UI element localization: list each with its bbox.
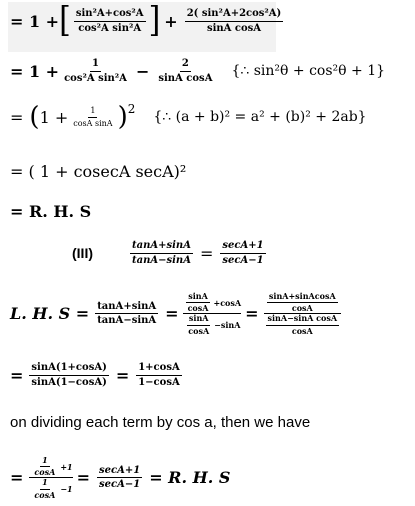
numerator: tanA+sinA [95,301,158,315]
right-bracket: ] [148,0,161,41]
denominator: cos²A sin²A [78,22,142,34]
fraction [220,240,265,266]
operator: + [164,11,178,31]
denominator: secA−1 [222,254,264,266]
compound-denominator [263,314,343,335]
numerator: secA+1 [220,240,265,254]
compound-fraction [263,292,343,336]
equation-prefix: = 1 + [10,11,60,31]
equation-prefix: = [10,107,24,127]
denominator: 1−cosA [138,376,180,388]
fraction [136,362,181,388]
fraction [62,58,129,84]
fraction [97,465,142,491]
fraction [71,106,114,127]
compound-numerator [29,456,72,478]
equation-line-2 [10,58,385,84]
operator: − [135,61,150,81]
fraction [29,362,108,388]
left-bracket: [ [59,0,71,41]
equation-line-5 [10,202,91,221]
exponent: 2 [127,102,136,116]
term: −sinA [214,320,241,331]
explanation-sentence: on dividing each term by cos a, then we have [10,414,311,431]
denominator: cosA [188,325,210,336]
equation-line-8 [10,362,185,388]
numerator: secA+1 [97,465,142,479]
numerator: sinA+sinAcosA [267,292,338,303]
compound-fraction [183,292,242,336]
fraction [186,314,211,335]
identity-note: {∴ (a + b)² = a² + (b)² + 2ab} [153,109,367,125]
numerator: tanA+sinA [130,240,193,254]
numerator: 1+cosA [136,362,181,376]
fraction [186,292,211,313]
operator: = [245,304,259,324]
equation-line-4 [10,162,186,181]
fraction [267,292,338,313]
compound-denominator [29,478,72,499]
rhs-result: = R. H. S [149,468,231,488]
operator: = [165,304,179,324]
term: −1 [60,484,73,495]
term: +cosA [213,297,242,308]
equation-text: = ( 1 + cosecA secA)² [10,162,187,181]
numerator: 2 [180,58,191,72]
denominator: cosA [291,303,313,314]
equation-prefix: = 1 + [10,61,60,81]
term-one: 1 + [39,107,69,127]
right-paren: ) [117,102,128,132]
compound-numerator [264,292,341,314]
fraction [95,301,158,327]
explanation-text [10,414,310,431]
term: +1 [60,461,73,472]
left-paren: ( [29,102,40,132]
identity-note: {∴ sin²θ + cos²θ + 1} [231,63,386,79]
numerator: sin²A+cos²A [74,8,146,22]
numerator: 1 [88,106,97,117]
equation-line-6 [72,240,269,266]
denominator: sinA cosA [206,22,262,34]
denominator: cosA sinA [73,118,113,128]
equation-prefix: = [10,468,24,488]
part-label: (III) [72,245,93,261]
compound-fraction [29,456,72,500]
equation-line-1 [10,0,286,41]
denominator: cosA [34,489,56,500]
numerator: sinA [187,314,211,325]
fraction [156,58,214,84]
equation-line-3 [10,104,367,130]
rhs-text: = R. H. S [10,202,92,221]
denominator: tanA−sinA [97,315,157,327]
numerator: sinA(1+cosA) [29,362,108,376]
denominator: cosA [187,303,209,314]
operator: = [76,468,91,488]
operator: = [115,365,130,385]
numerator: 1 [40,478,50,489]
equation-prefix: = [10,365,24,385]
equation-line-7 [10,292,342,336]
numerator: 2( sin²A+2cos²A) [185,8,284,22]
denominator: secA−1 [99,479,141,491]
fraction [185,8,284,34]
numerator: sinA [186,292,210,303]
compound-numerator [183,292,242,314]
compound-denominator [183,314,240,335]
denominator: cos²A sin²A [64,72,127,84]
fraction [32,456,57,477]
denominator: tanA−sinA [132,254,191,266]
numerator: 1 [90,58,101,72]
denominator: cosA [34,467,56,478]
fraction [266,314,340,335]
fraction [130,240,193,266]
numerator: sinA−sinA cosA [266,314,340,325]
denominator: sinA(1−cosA) [31,376,107,388]
denominator: sinA cosA [158,72,213,84]
fraction [74,8,146,34]
lhs-label: L. H. S = [10,304,90,324]
numerator: 1 [40,456,50,467]
operator: = [199,243,214,263]
denominator: cosA [291,325,313,336]
equation-line-10 [10,456,230,500]
fraction [32,478,57,499]
